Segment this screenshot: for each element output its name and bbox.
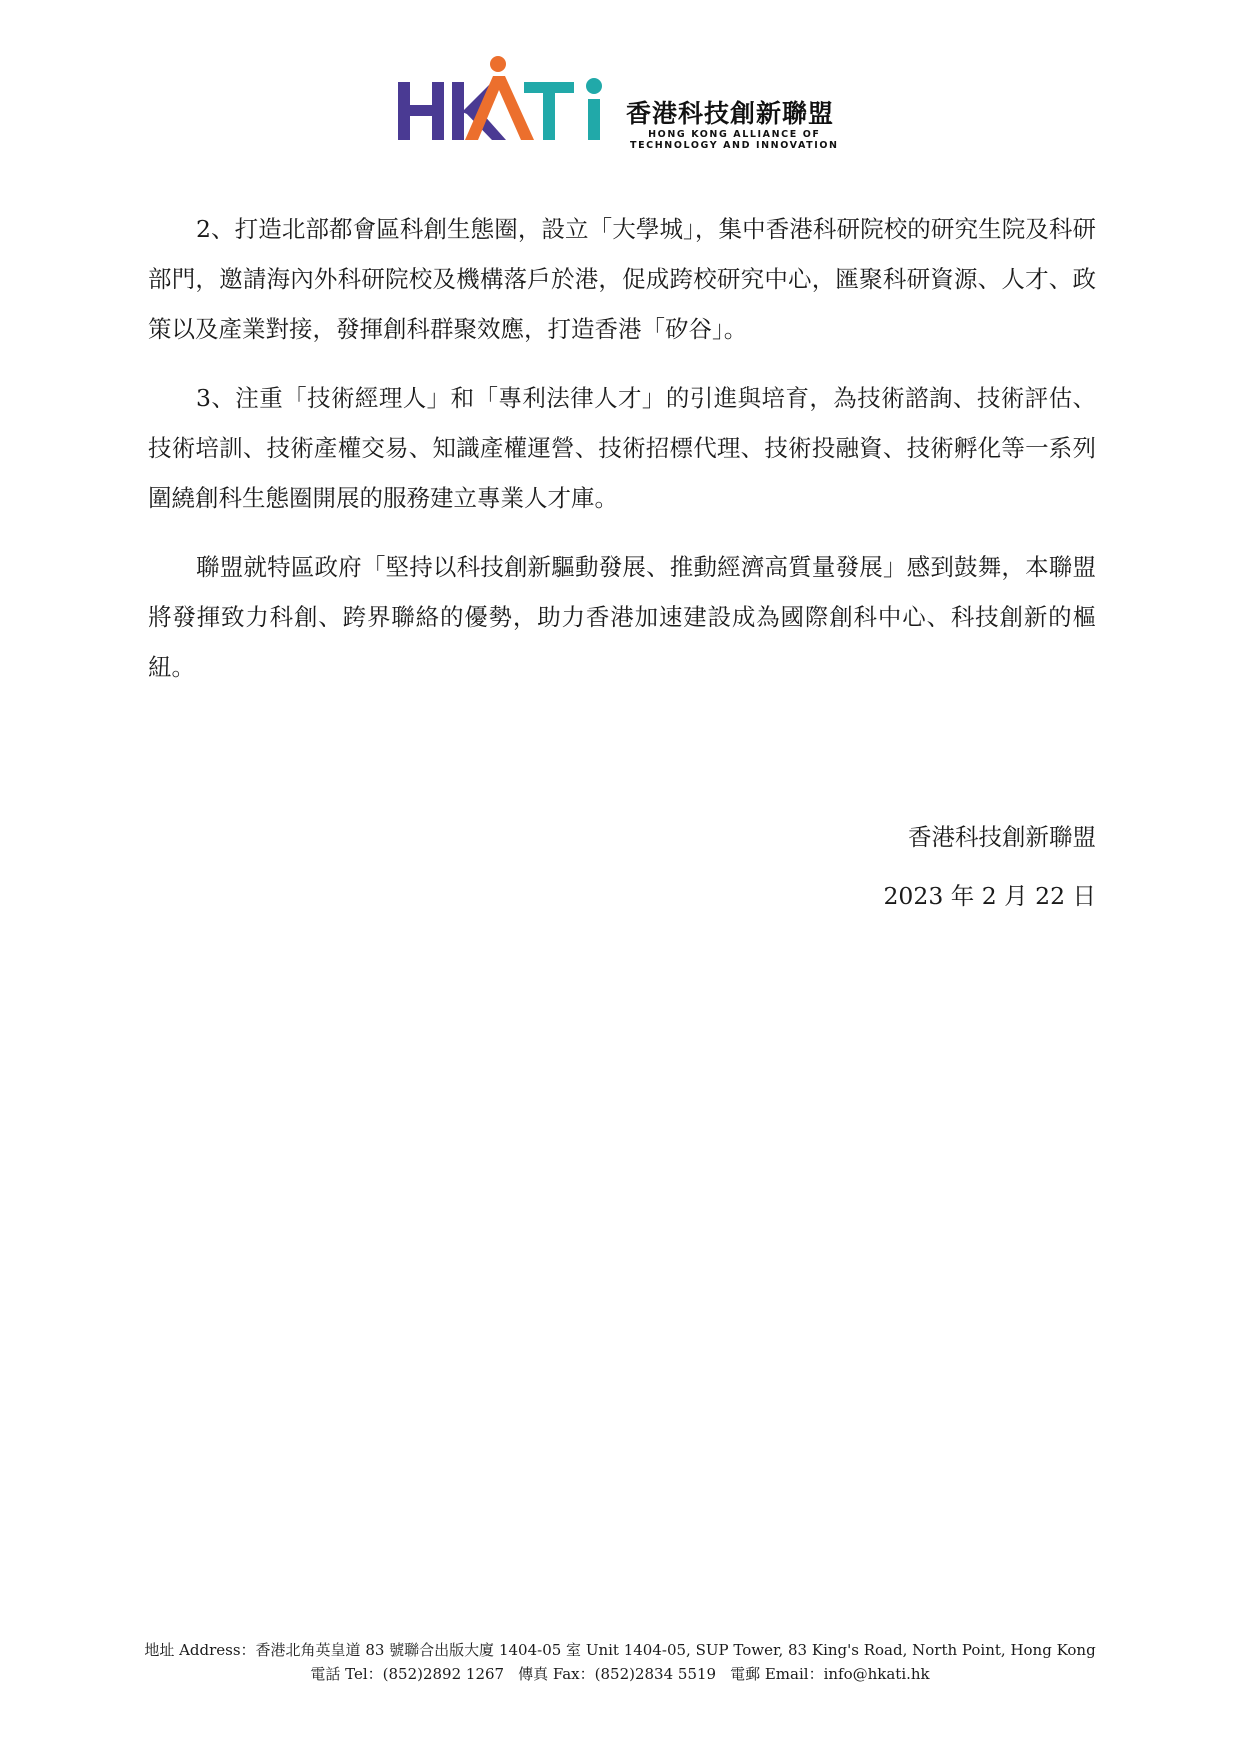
- footer-fax: 傳真 Fax：(852)2834 5519: [518, 1665, 717, 1683]
- paragraph-point-3: 3、注重「技術經理人」和「專利法律人才」的引進與培育，為技術諮詢、技術評估、技術培訓、技術產權交易、知識產權運營、技術招標代理、技術投融資、技術孵化等一系列圍繞創科生態圈開展的服務建立專業人才庫。: [148, 384, 1096, 512]
- org-name-en-line2: TECHNOLOGY AND INNOVATION: [630, 140, 839, 151]
- org-name-zh: 香港科技創新聯盟: [626, 99, 835, 128]
- paragraph-point-2: 2、打造北部都會區科創生態圈，設立「大學城」，集中香港科研院校的研究生院及科研部門，邀請海內外科研院校及機構落戶於港，促成跨校研究中心，匯聚科研資源、人才、政策以及產業對接，發揮創科群聚效應，打造香港「矽谷」。: [148, 215, 1096, 343]
- letterhead: [398, 54, 848, 154]
- signature-org: 香港科技創新聯盟: [908, 823, 1096, 851]
- footer-address: 地址 Address：香港北角英皇道 83 號聯合出版大廈 1404-05 室 Unit 1404-05, SUP Tower, 83 King's Road, North Point, Hong Kong: [144, 1641, 1096, 1659]
- org-name-en: [630, 129, 839, 151]
- hkati-logo: [398, 54, 616, 154]
- footer-tel: 電話 Tel：(852)2892 1267: [310, 1665, 505, 1683]
- signature-date: 2023 年 2 月 22 日: [883, 882, 1096, 910]
- paragraph-conclusion: 聯盟就特區政府「堅持以科技創新驅動發展、推動經濟高質量發展」感到鼓舞，本聯盟將發揮致力科創、跨界聯絡的優勢，助力香港加速建設成為國際創科中心、科技創新的樞紐。: [148, 553, 1096, 681]
- footer-contacts: [0, 1662, 1240, 1686]
- footer: [0, 1638, 1240, 1686]
- letter-body: [148, 204, 1096, 711]
- footer-email: 電郵 Email：info@hkati.hk: [730, 1665, 930, 1683]
- signature-block: [883, 808, 1096, 926]
- org-name-en-line1: HONG KONG ALLIANCE OF: [648, 129, 821, 140]
